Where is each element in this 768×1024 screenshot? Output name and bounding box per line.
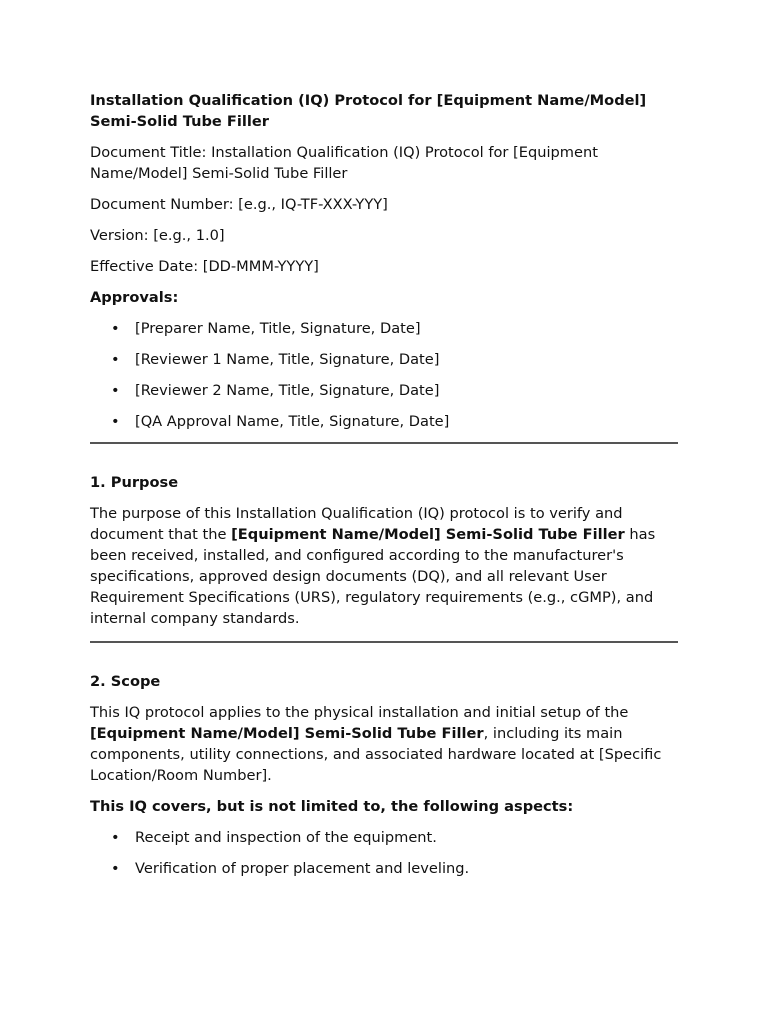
approvals-heading: Approvals: (90, 289, 179, 306)
list-item (90, 349, 680, 370)
bullet-icon: • (111, 351, 120, 368)
list-item (90, 318, 680, 339)
scope-item-receipt: Receipt and inspection of the equipment. (135, 829, 437, 846)
approval-reviewer-1: [Reviewer 1 Name, Title, Signature, Date] (135, 351, 440, 368)
document-title-line: Document Title: Installation Qualification (IQ) Protocol for [Equipment Name/Model] Semi-Solid Tube Filler (90, 144, 598, 182)
scope-text-start: This IQ protocol applies to the physical installation and initial setup of the (90, 704, 629, 721)
approval-reviewer-2: [Reviewer 2 Name, Title, Signature, Date] (135, 382, 440, 399)
bullet-icon: • (111, 382, 120, 399)
section-divider (90, 641, 678, 643)
purpose-equipment-name: [Equipment Name/Model] Semi-Solid Tube Filler (231, 526, 625, 543)
purpose-text-start: The purpose of this Installation Qualification (IQ) protocol is to verify and document that the (90, 505, 623, 543)
purpose-text-end: has been received, installed, and configured according to the manufacturer's specifications, approved design documents (DQ), and all relevant User Requirement Specifications (URS), regulatory requirements (e.g., cGMP), and internal company standards. (90, 526, 656, 627)
scope-text-end: , including its main components, utility connections, and associated hardware located at [Specific Location/Room Number]. (90, 725, 662, 784)
approval-qa: [QA Approval Name, Title, Signature, Date] (135, 413, 450, 430)
document-number-line: Document Number: [e.g., IQ-TF-XXX-YYY] (90, 196, 388, 213)
approvals-list (90, 318, 680, 432)
scope-covers-heading: This IQ covers, but is not limited to, the following aspects: (90, 798, 574, 815)
bullet-icon: • (111, 829, 120, 846)
scope-item-placement: Verification of proper placement and leveling. (135, 860, 470, 877)
list-item (90, 858, 680, 879)
bullet-icon: • (111, 320, 120, 337)
purpose-heading: 1. Purpose (90, 474, 179, 491)
scope-heading: 2. Scope (90, 673, 161, 690)
list-item (90, 827, 680, 848)
bullet-icon: • (111, 413, 120, 430)
scope-list (90, 827, 680, 879)
list-item (90, 380, 680, 401)
list-item (90, 411, 680, 432)
purpose-paragraph (90, 503, 680, 629)
effective-date-line: Effective Date: [DD-MMM-YYYY] (90, 258, 319, 275)
section-divider (90, 442, 678, 444)
document-page (90, 90, 680, 889)
document-heading: Installation Qualification (IQ) Protocol for [Equipment Name/Model] Semi-Solid Tube Filler (90, 92, 647, 130)
bullet-icon: • (111, 860, 120, 877)
approval-preparer: [Preparer Name, Title, Signature, Date] (135, 320, 421, 337)
scope-equipment-name: [Equipment Name/Model] Semi-Solid Tube Filler (90, 725, 484, 742)
scope-paragraph (90, 702, 680, 786)
version-line: Version: [e.g., 1.0] (90, 227, 225, 244)
